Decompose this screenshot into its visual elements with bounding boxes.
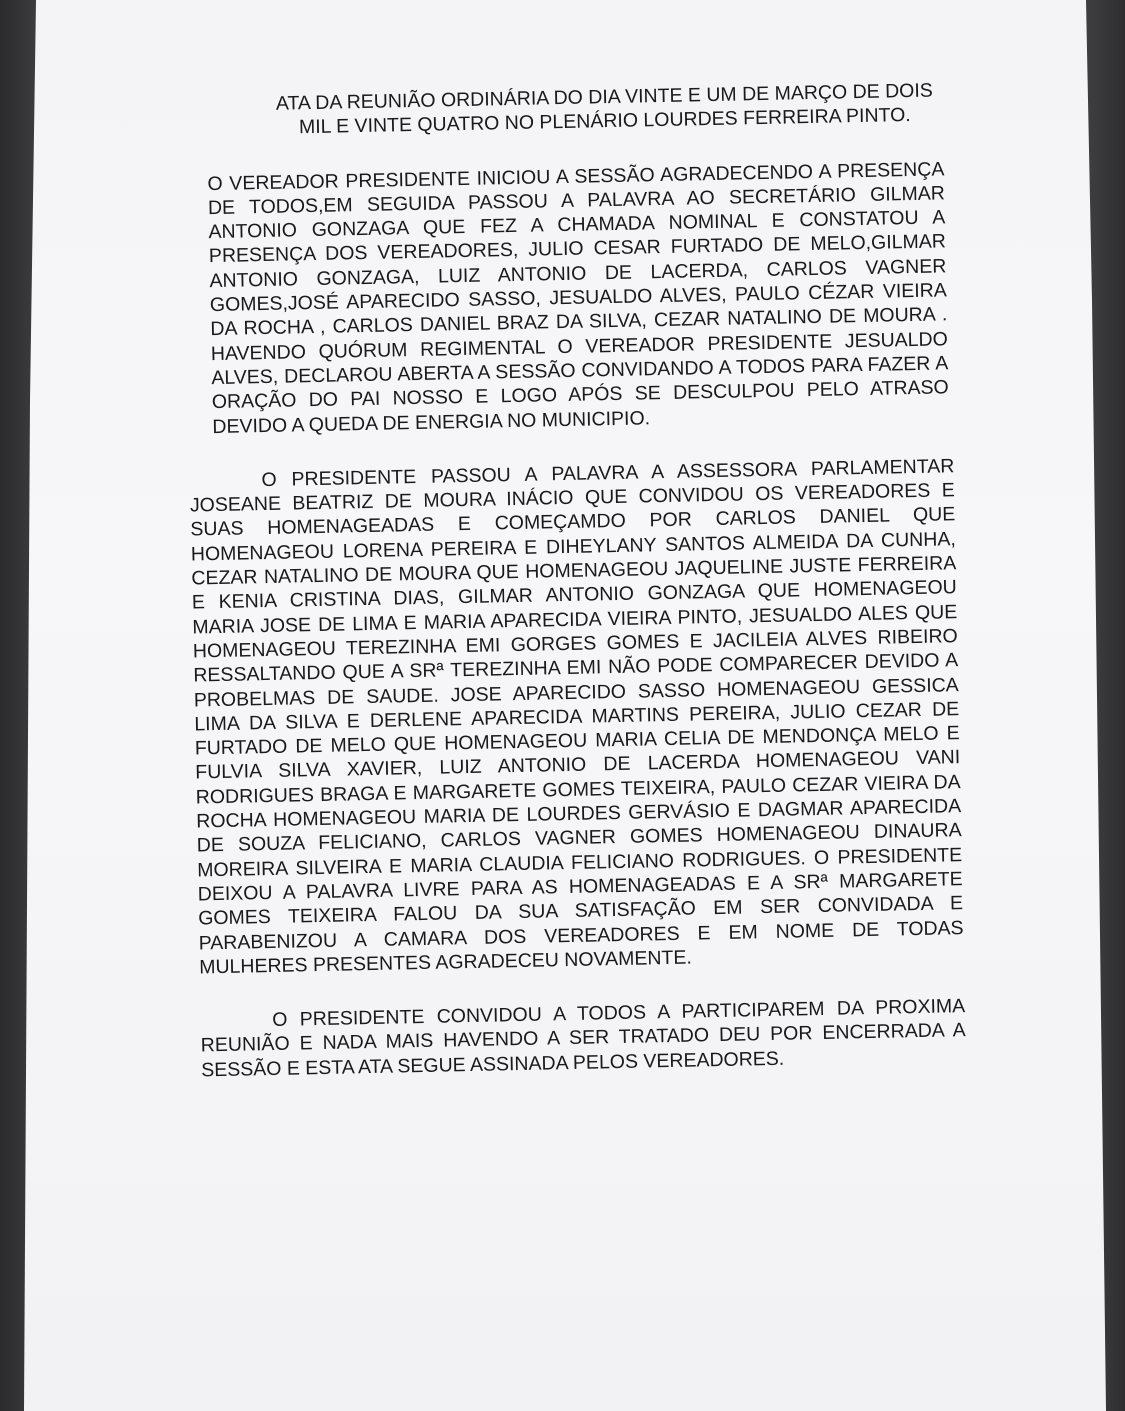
document-body (182, 78, 967, 1112)
paragraph-closing: O PRESIDENTE CONVIDOU A TODOS A PARTICIPAREM DA PROXIMA REUNIÃO E NADA MAIS HAVENDO A SER TRATADO DEU POR ENCERRADA A SESSÃO E ESTA ATA SEGUE ASSINADA PELOS VEREADORES. (200, 995, 966, 1082)
paragraph-homenagens: O PRESIDENTE PASSOU A PALAVRA A ASSESSORA PARLAMENTAR JOSEANE BEATRIZ DE MOURA INÁCIO QUE CONVIDOU OS VEREADORES E SUAS HOMENAGEADAS E COMEÇAMDO POR CARLOS DANIEL QUE HOMENAGEOU LORENA PEREIRA E DIHEYLANY SANTOS ALMEIDA DA CUNHA, CEZAR NATALINO DE MOURA QUE HOMENAGEOU JAQUELINE JUSTE FERREIRA E KENIA CRISTINA DIAS, GILMAR ANTONIO GONZAGA QUE HOMENAGEOU MARIA JOSE DE LIMA E MARIA APARECIDA VIEIRA PINTO, JESUALDO ALES QUE HOMENAGEOU TEREZINHA EMI GORGES GOMES E JACILEIA ALVES RIBEIRO RESSALTANDO QUE A SRª TEREZINHA EMI NÃO PODE COMPARECER DEVIDO A PROBELMAS DE SAUDE. JOSE APARECIDO SASSO HOMENAGEOU GESSICA LIMA DA SILVA E DERLENE APARECIDA MARTINS PEREIRA, JULIO CEZAR DE FURTADO DE MELO QUE HOMENAGEOU MARIA CELIA DE MENDONÇA MELO E FULVIA SILVA XAVIER, LUIZ ANTONIO DE LACERDA HOMENAGEOU VANI RODRIGUES BRAGA E MARGARETE GOMES TEIXEIRA, PAULO CEZAR VIEIRA DA ROCHA HOMENAGEOU MARIA DE LOURDES GERVÁSIO E DAGMAR APARECIDA DE SOUZA FELICIANO, CARLOS VAGNER GOMES HOMENAGEOU DINAURA MOREIRA SILVEIRA E MARIA CLAUDIA FELICIANO RODRIGUES. O PRESIDENTE DEIXOU A PALAVRA LIVRE PARA AS HOMENAGEADAS E A SRª MARGARETE GOMES TEIXEIRA FALOU DA SUA SATISFAÇÃO EM SER CONVIDADA E PARABENIZOU A CAMARA DOS VEREADORES E EM NOME DE TODAS MULHERES PRESENTES AGRADECEU NOVAMENTE. (189, 455, 964, 979)
paragraph-opening: O VEREADOR PRESIDENTE INICIOU A SESSÃO AGRADECENDO A PRESENÇA DE TODOS,EM SEGUIDA PASSOU A PALAVRA AO SECRETÁRIO GILMAR ANTONIO GONZAGA QUE FEZ A CHAMADA NOMINAL E CONSTATOU A PRESENÇA DOS VEREADORES, JULIO CESAR FURTADO DE MELO,GILMAR ANTONIO GONZAGA, LUIZ ANTONIO DE LACERDA, CARLOS VAGNER GOMES,JOSÉ APARECIDO SASSO, JESUALDO ALVES, PAULO CÉZAR VIEIRA DA ROCHA , CARLOS DANIEL BRAZ DA SILVA, CEZAR NATALINO DE MOURA . HAVENDO QUÓRUM REGIMENTAL O VEREADOR PRESIDENTE JESUALDO ALVES, DECLAROU ABERTA A SESSÃO CONVIDANDO A TODOS PARA FAZER A ORAÇÃO DO PAI NOSSO E LOGO APÓS SE DESCULPOU PELO ATRASO DEVIDO A QUEDA DE ENERGIA NO MUNICIPIO. (207, 157, 949, 438)
document-title: ATA DA REUNIÃO ORDINÁRIA DO DIA VINTE E UM DE MARÇO DE DOIS MIL E VINTE QUATRO NO PLENÁRIO LOURDES FERREIRA PINTO. (275, 79, 933, 139)
